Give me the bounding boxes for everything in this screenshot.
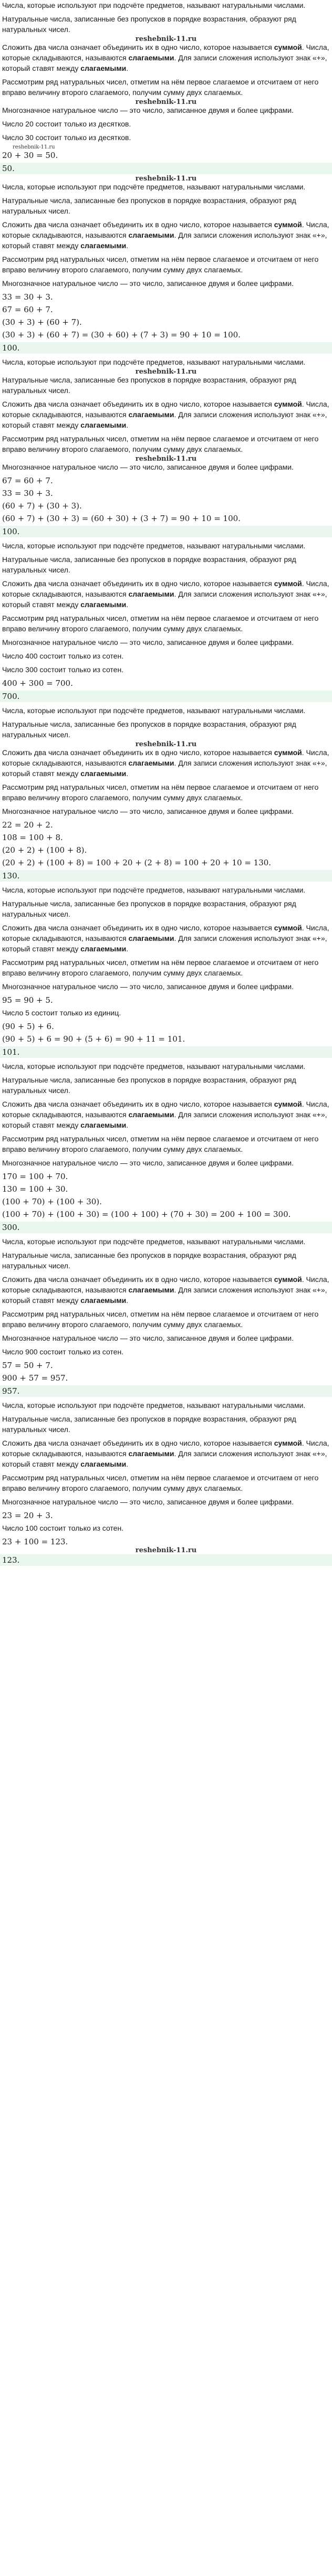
note: Число 30 состоит только из десятков. (2, 133, 131, 142)
equation: 400 + 300 = 700. (2, 679, 73, 688)
note: Число 400 состоит только из сотен. (2, 652, 124, 660)
definition-addition: Сложить два числа означает объединить их в одно число, которое называется суммой. Числа, которые складываются, называются слагаемыми. Для записи сложения используют знак «+», который ставят между слагаемыми. (2, 1439, 329, 1468)
definition-multidigit: Многозначное натуральное число — это число, записанное двумя и более цифрами. (2, 463, 294, 471)
solution-block-6 (2, 885, 330, 1058)
watermark: reshebnik-11.ru (135, 740, 197, 748)
definition-multidigit: Многозначное натуральное число — это число, записанное двумя и более цифрами. (2, 1159, 294, 1167)
definition-natural: Числа, которые используют при подсчёте предметов, называют натуральными числами. (2, 358, 306, 366)
watermark: reshebnik-11.ru (135, 98, 197, 106)
equation: (30 + 3) + (60 + 7). (2, 317, 82, 327)
note: Число 100 состоит только из сотен. (2, 1524, 124, 1532)
definition-multidigit: Многозначное натуральное число — это число, записанное двумя и более цифрами. (2, 1498, 294, 1506)
answer: 100. (0, 342, 332, 354)
definition-series: Натуральные числа, записанные без пропусков в порядке возрастания, образуют ряд натуральных чисел. (2, 720, 296, 739)
watermark: reshebnik-11.ru (135, 35, 197, 43)
definition-count-on: Рассмотрим ряд натуральных чисел, отметим на нём первое слагаемое и отсчитаем от него вправо величину второго слагаемого, получим сумму двух слагаемых. (2, 1310, 319, 1329)
definition-natural: Числа, которые используют при подсчёте предметов, называют натуральными числами. (2, 886, 306, 894)
solution-block-1 (2, 0, 330, 174)
equation: 67 = 60 + 7. (2, 476, 53, 485)
definition-addition: Сложить два числа означает объединить их в одно число, которое называется суммой. Числа, которые складываются, называются слагаемыми. Для записи сложения используют знак «+», который ставят между слагаемыми. (2, 579, 329, 609)
note: Число 900 состоит только из сотен. (2, 1348, 124, 1356)
solution-block-8 (2, 1236, 330, 1397)
watermark: reshebnik-11.ru (135, 455, 197, 463)
definition-multidigit: Многозначное натуральное число — это число, записанное двумя и более цифрами. (2, 1334, 294, 1342)
definition-series: Натуральные числа, записанные без пропусков в порядке возрастания, образуют ряд натуральных чисел. (2, 15, 296, 34)
definition-series: Натуральные числа, записанные без пропусков в порядке возрастания, образуют ряд натуральных чисел. (2, 899, 296, 918)
definition-count-on: Рассмотрим ряд натуральных чисел, отметим на нём первое слагаемое и отсчитаем от него вправо величину второго слагаемого, получим сумму двух слагаемых. (2, 78, 319, 97)
definition-multidigit: Многозначное натуральное число — это число, записанное двумя и более цифрами. (2, 106, 294, 114)
note: Число 300 состоит только из сотен. (2, 665, 124, 674)
equation: 67 = 60 + 7. (2, 305, 53, 314)
definition-count-on: Рассмотрим ряд натуральных чисел, отметим на нём первое слагаемое и отсчитаем от него вправо величину второго слагаемого, получим сумму двух слагаемых. (2, 783, 319, 802)
equation: 20 + 30 = 50. (2, 151, 58, 160)
definition-addition: Сложить два числа означает объединить их в одно число, которое называется суммой. Числа, которые складываются, называются слагаемыми. Для записи сложения используют знак «+», который ставят между слагаемыми. (2, 43, 329, 72)
answer: 123. (0, 1554, 332, 1566)
definition-addition: Сложить два числа означает объединить их в одно число, которое называется суммой. Числа, которые складываются, называются слагаемыми. Для записи сложения используют знак «+», который ставят между слагаемыми. (2, 748, 329, 778)
equation: 95 = 90 + 5. (2, 995, 53, 1005)
definition-natural: Числа, которые используют при подсчёте предметов, называют натуральными числами. (2, 706, 306, 715)
solution-block-5 (2, 705, 330, 882)
watermark: reshebnik-11.ru (135, 175, 197, 183)
definition-count-on: Рассмотрим ряд натуральных чисел, отметим на нём первое слагаемое и отсчитаем от него вправо величину второго слагаемого, получим сумму двух слагаемых. (2, 255, 319, 274)
definition-series: Натуральные числа, записанные без пропусков в порядке возрастания, образуют ряд натуральных чисел. (2, 196, 296, 215)
definition-count-on: Рассмотрим ряд натуральных чисел, отметим на нём первое слагаемое и отсчитаем от него вправо величину второго слагаемого, получим сумму двух слагаемых. (2, 958, 319, 977)
note: Число 5 состоит только из единиц. (2, 1009, 121, 1017)
equation: 108 = 100 + 8. (2, 833, 63, 842)
definition-addition: Сложить два числа означает объединить их в одно число, которое называется суммой. Числа, которые складываются, называются слагаемыми. Для записи сложения используют знак «+», который ставят между слагаемыми. (2, 400, 329, 429)
equation: (100 + 70) + (100 + 30) = (100 + 100) + (70 + 30) = 200 + 100 = 300. (2, 1210, 291, 1219)
watermark: reshebnik-11.ru (135, 1546, 197, 1554)
definition-addition: Сложить два числа означает объединить их в одно число, которое называется суммой. Числа, которые складываются, называются слагаемыми. Для записи сложения используют знак «+», который ставят между слагаемыми. (2, 220, 329, 250)
solution-block-7 (2, 1061, 330, 1233)
solution-block-3 (2, 357, 330, 537)
equation: 23 + 100 = 123. (2, 1537, 68, 1546)
definition-natural: Числа, которые используют при подсчёте предметов, называют натуральными числами. (2, 1, 306, 9)
definition-count-on: Рассмотрим ряд натуральных чисел, отметим на нём первое слагаемое и отсчитаем от него вправо величину второго слагаемого, получим сумму двух слагаемых. (2, 434, 319, 453)
equation: 57 = 50 + 7. (2, 1361, 53, 1370)
equation: (90 + 5) + 6. (2, 1022, 54, 1031)
answer: 300. (0, 1222, 332, 1233)
answer: 700. (0, 691, 332, 702)
definition-series: Натуральные числа, записанные без пропусков в порядке возрастания, образуют ряд натуральных чисел. (2, 1415, 296, 1434)
equation: 900 + 57 = 957. (2, 1373, 68, 1383)
definition-series: Натуральные числа, записанные без пропусков в порядке возрастания, образуют ряд натуральных чисел. (2, 1076, 296, 1095)
equation: (100 + 70) + (100 + 30). (2, 1197, 102, 1206)
definition-multidigit: Многозначное натуральное число — это число, записанное двумя и более цифрами. (2, 279, 294, 288)
equation: 23 = 20 + 3. (2, 1511, 53, 1520)
answer: 130. (0, 870, 332, 882)
equation: (20 + 2) + (100 + 8). (2, 845, 87, 855)
equation: 170 = 100 + 70. (2, 1172, 68, 1181)
equation: 130 = 100 + 30. (2, 1184, 68, 1194)
definition-natural: Числа, которые используют при подсчёте предметов, называют натуральными числами. (2, 1237, 306, 1246)
solution-block-2 (2, 175, 330, 354)
definition-count-on: Рассмотрим ряд натуральных чисел, отметим на нём первое слагаемое и отсчитаем от него вправо величину второго слагаемого, получим сумму двух слагаемых. (2, 1473, 319, 1492)
equation: (30 + 3) + (60 + 7) = (30 + 60) + (7 + 3) = 90 + 10 = 100. (2, 330, 241, 340)
definition-multidigit: Многозначное натуральное число — это число, записанное двумя и более цифрами. (2, 638, 294, 646)
definition-addition: Сложить два числа означает объединить их в одно число, которое называется суммой. Числа, которые складываются, называются слагаемыми. Для записи сложения используют знак «+», который ставят между слагаемыми. (2, 1100, 329, 1129)
definition-multidigit: Многозначное натуральное число — это число, записанное двумя и более цифрами. (2, 982, 294, 991)
equation: 33 = 30 + 3. (2, 292, 53, 302)
equation: 33 = 30 + 3. (2, 489, 53, 498)
equation: (60 + 7) + (30 + 3). (2, 501, 82, 511)
definition-addition: Сложить два числа означает объединить их в одно число, которое называется суммой. Числа, которые складываются, называются слагаемыми. Для записи сложения используют знак «+», который ставят между слагаемыми. (2, 1275, 329, 1305)
definition-natural: Числа, которые используют при подсчёте предметов, называют натуральными числами. (2, 183, 306, 191)
equation: (90 + 5) + 6 = 90 + (5 + 6) = 90 + 11 = 101. (2, 1034, 185, 1044)
definition-natural: Числа, которые используют при подсчёте предметов, называют натуральными числами. (2, 542, 306, 550)
definition-series: Натуральные числа, записанные без пропусков в порядке возрастания, образуют ряд натуральных чисел. (2, 555, 296, 574)
answer: 100. (0, 526, 332, 537)
definition-natural: Числа, которые используют при подсчёте предметов, называют натуральными числами. (2, 1401, 306, 1409)
watermark: reshebnik-11.ru (13, 144, 55, 150)
definition-series: Натуральные числа, записанные без пропусков в порядке возрастания, образуют ряд натуральных чисел. (2, 376, 296, 395)
solution-block-4 (2, 540, 330, 702)
definition-natural: Числа, которые используют при подсчёте предметов, называют натуральными числами. (2, 1062, 306, 1070)
equation: 22 = 20 + 2. (2, 820, 53, 830)
answer: 101. (0, 1046, 332, 1058)
definition-series: Натуральные числа, записанные без пропусков в порядке возрастания, образуют ряд натуральных чисел. (2, 1251, 296, 1270)
equation: (20 + 2) + (100 + 8) = 100 + 20 + (2 + 8) = 100 + 20 + 10 = 130. (2, 858, 272, 867)
definition-count-on: Рассмотрим ряд натуральных чисел, отметим на нём первое слагаемое и отсчитаем от него вправо величину второго слагаемого, получим сумму двух слагаемых. (2, 1135, 319, 1153)
watermark: reshebnik-11.ru (135, 368, 197, 376)
answer: 957. (0, 1385, 332, 1397)
solution-block-9 (2, 1400, 330, 1566)
definition-multidigit: Многозначное натуральное число — это число, записанное двумя и более цифрами. (2, 807, 294, 815)
answer: 50. (0, 163, 332, 174)
equation: (60 + 7) + (30 + 3) = (60 + 30) + (3 + 7) = 90 + 10 = 100. (2, 514, 241, 523)
definition-addition: Сложить два числа означает объединить их в одно число, которое называется суммой. Числа, которые складываются, называются слагаемыми. Для записи сложения используют знак «+», который ставят между слагаемыми. (2, 924, 329, 953)
note: Число 20 состоит только из десятков. (2, 120, 131, 128)
definition-count-on: Рассмотрим ряд натуральных чисел, отметим на нём первое слагаемое и отсчитаем от него вправо величину второго слагаемого, получим сумму двух слагаемых. (2, 614, 319, 633)
